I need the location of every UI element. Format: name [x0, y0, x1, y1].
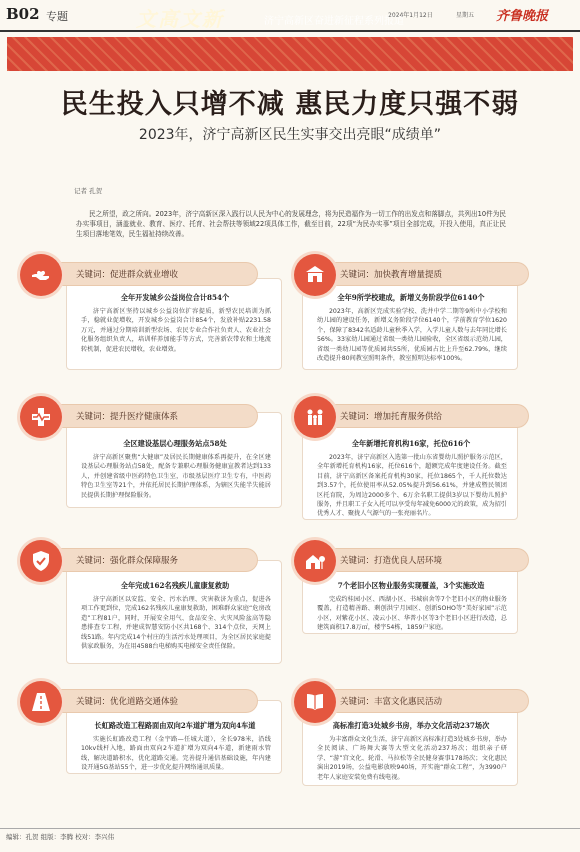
keyword-pill: [32, 405, 257, 427]
card-body: 济宁高新区以安监、安全、污水治理、灾害救济为重点，促进各项工作更到位，完成162名残疾儿童康复救助，困难群众家庭“危房改造”工程81户，同时，开展安全用气、食品安全、火灾风险盆高等隐患排查专工程，并建成智慧安防小区共168个、314个点位，天网上线51路。年内完成14个村庄的生活污水处理项目，为全区居民家庭提供家政服务，为在用4588台电梯购买电梯安全责任保险。: [81, 596, 271, 651]
card-body: 为丰富群众文化生活，济宁高新区高标准打造3处城乡书房，举办全民阅读、广场舞大赛等大型文化活动237场次；组织亲子研学、“游”宫文化、轮滑、马拉松等全民健身赛事178场次；文化惠民演出2019场，公益电影放映940场，开实施“群众工程”，为3990户老年人家庭安装免费有线电视。: [317, 736, 507, 781]
section-label: 专题: [46, 10, 68, 23]
card-body: 济宁高新区聚焦“大健康”及居民长期健康体系再提升，在全区建设基层心理服务站点58处，配备专兼职心理服务健康宣教者达到133人，并创建省级中医药特色卫生室，市级基层医疗卫生专有，中医药特色卫生室等21个，并依托居民长期护理体系，为辖区失能半失能居民提供长期护理保险服务。: [81, 454, 271, 499]
lead-paragraph: 民之所望，政之所向。2023年，济宁高新区深入践行以人民为中心的发展理念，将为民造福作为一切工作的出发点和落脚点，共列出10件为民办实事项目，涵盖就业、教育、医疗、托育、社会帮扶等领域22项具体工作，截至目前，22项“为民办实事”项目全部完成，开投入使用，真正让民生项目落地笔效，民生福祉持续改善。: [76, 210, 506, 239]
page-credits: 编辑：孔贺 组版：李腾 校对：李兴伟: [6, 833, 115, 841]
card-education: [302, 278, 518, 370]
masthead-logo: 齐鲁晚报: [496, 9, 549, 24]
family-icon: [294, 396, 336, 438]
keyword-label: 关键词：增加托育服务供给: [340, 412, 443, 422]
page-code: B02: [6, 5, 40, 23]
keyword-label: 关键词：强化群众保障服务: [76, 556, 179, 566]
card-employment: [66, 278, 282, 370]
shield-icon: [20, 540, 62, 582]
issue-date: 2024年1月12日: [388, 12, 433, 19]
card-title: 长虹路改造工程路面由双向2车道扩增为双向4车道: [94, 721, 256, 730]
card-body: 2023年，济宁高新区入选第一批山东省婴幼儿照护服务示范区，全年新增托育机构16家，托位616个，超额完成年度建设任务。截至目前，济宁高新区备案托育机构30家，托位1865个，千人托位数达到3.57个，托位使用率从52.05%提升到56.61%，并建成暨民领团区托育院，为周边2000多个、6万余名职工提供3岁以下婴幼儿照护服务，并且职工子女入托可以享受每年减免6000元的政策，成为招引优秀人才、聚拢人气源气的一张亮丽名片。: [317, 454, 507, 518]
keyword-label: 关键词：促进群众就业增收: [76, 270, 179, 280]
byline: 记者 孔贺: [74, 187, 103, 195]
series-banner: [7, 37, 573, 71]
card-body: 实施长虹路改造工程（金宇路—任城大道），全长978米，沿线10kv线杆入地，路面由双向2车道扩增为双向4车道，新建雨水管线，解决道路积水，优化道路交通。完善提升通信基础设施，年内建设开通5G基站55个，进一步优化提升网络通讯质量。: [81, 736, 271, 772]
banner-mark: 文高文新: [136, 7, 224, 31]
card-childcare: [302, 412, 518, 520]
card-living-environment: [302, 560, 518, 634]
subheadline: 2023年，济宁高新区民生实事交出亮眼“成绩单”: [138, 127, 442, 143]
headline: 民生投入只增不减 惠民力度只强不弱: [60, 89, 520, 120]
banner-series-title: 济宁高新区奋进新征程系列报道: [264, 16, 404, 27]
card-title: 高标准打造3处城乡书房，举办文化活动237场次: [332, 721, 490, 730]
road-icon: [20, 681, 62, 723]
weekday: 星期五: [456, 12, 475, 19]
card-title: 全年9所学校建成，新增义务阶段学位6140个: [337, 293, 485, 302]
hand-heart-icon: [20, 254, 62, 296]
card-title: 全区建设基层心理服务站点58处: [123, 439, 227, 448]
keyword-label: 关键词：打造优良人居环境: [340, 556, 443, 566]
medical-cross-icon: [20, 396, 62, 438]
keyword-pill: [32, 263, 257, 285]
keyword-label: 关键词：优化道路交通体验: [76, 697, 179, 707]
card-body: 完成约桂园小区、西湖小区、书城宿舍等7个老旧小区的物业服务覆盖，打造精善路、剩创洪宁月园区、创新SOHO等“美好家园”示范小区，对紫花小区、凌云小区、华普小区等3个老旧小区进行改造，总建筑面积17.8万㎡，楼宇54栋，1859户家庭。: [317, 596, 507, 632]
keyword-label: 关键词：提升医疗健康体系: [76, 412, 179, 422]
card-culture: [302, 700, 518, 786]
keyword-label: 关键词：丰富文化惠民活动: [340, 697, 443, 707]
card-safety: [66, 560, 282, 664]
card-title: 7个老旧小区物业服务实现覆盖，3个实施改造: [337, 581, 485, 590]
card-body: 2023年，高新区完成实验学校、洗井中学二期等9所中小学校和幼儿园的建设任务，新增义务阶段学位6140个，学前教育学位1620个，保障了8342名适龄儿童秋季入学，入学儿童人数与去年同比增长56%。33家幼儿园通过省级一类幼儿园验收，全区省级示范幼儿园，省级一类幼儿园等优质园共55所，优质园占比上升至62.79%，继续改造提升80间教室照明条件，教室照明达标率100%。: [317, 308, 507, 363]
keyword-pill: [32, 690, 257, 712]
card-body: 济宁高新区坚持以城乡公益岗位扩容提质，新型农民培训为抓手，稳就业促增收，开发城乡公益岗合计854个，发放补贴2231.58万元，并通过分期培训新型农场、农民专业合作社负责人、农业社会化服务组织负责人，培训样养加能手等方式，完善新农带农和土地流转机制，促进农民增收，农业增效。: [81, 308, 271, 353]
card-title: 全年新增托育机构16家，托位616个: [351, 439, 471, 448]
school-icon: [294, 254, 336, 296]
banner-pattern: [7, 37, 573, 71]
keyword-label: 关键词：加快教育增量提质: [340, 270, 443, 280]
card-title: 全年开发城乡公益岗位合计854个: [120, 293, 230, 302]
house-tree-icon: [294, 540, 336, 582]
culture-icon: [294, 681, 336, 723]
card-title: 全年完成162名残疾儿童康复救助: [120, 581, 230, 590]
keyword-pill: [32, 549, 257, 571]
